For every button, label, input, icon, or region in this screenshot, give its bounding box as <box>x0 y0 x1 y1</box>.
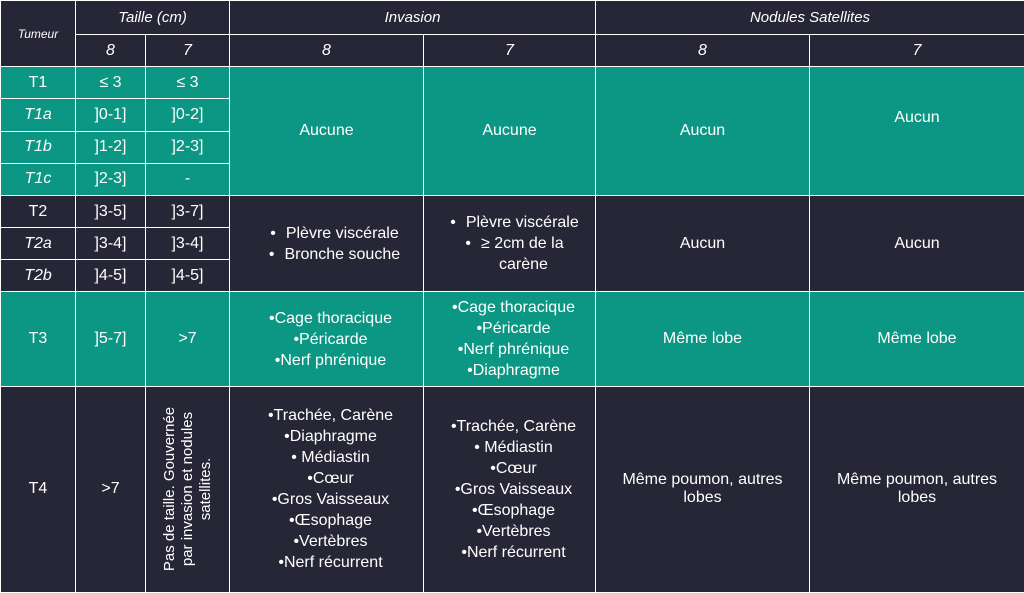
row-t3 <box>1 292 1024 386</box>
nod8-t2: Aucun <box>596 195 810 291</box>
inv7-t3 <box>424 292 596 386</box>
size8-t4: >7 <box>76 386 146 592</box>
list-item: •Gros Vaisseaux <box>454 480 573 498</box>
size7-t2: ]3-7] <box>146 195 230 227</box>
list-item: •Cage thoracique <box>451 299 575 317</box>
size7-t3: >7 <box>146 292 230 386</box>
size8-t3: ]5-7] <box>76 292 146 386</box>
stage-t4: T4 <box>1 386 76 592</box>
inv7-t2-list <box>432 212 595 275</box>
inv8-t2-list <box>238 223 423 265</box>
list-item: •Péricarde <box>476 320 551 338</box>
list-item: • Plèvre viscérale <box>458 212 589 233</box>
list-item: • ≥ 2cm de la carène <box>458 233 589 275</box>
list-item: •Péricarde <box>293 330 368 348</box>
inv8-t1: Aucune <box>230 67 424 196</box>
list-item: •Cœur <box>307 470 354 488</box>
size8-t1c: ]2-3] <box>76 163 146 195</box>
list-item: •Diaphragme <box>284 428 377 446</box>
list-item: •Diaphragme <box>467 362 560 380</box>
row-t1 <box>1 67 1024 99</box>
row-t2 <box>1 195 1024 227</box>
stage-t2a: T2a <box>1 228 76 260</box>
header-nodules: Nodules Satellites <box>596 1 1024 35</box>
nod7-t2: Aucun <box>810 195 1024 291</box>
list-item: •Gros Vaisseaux <box>271 491 390 509</box>
header-row <box>1 1 1024 35</box>
version-row <box>1 35 1024 67</box>
list-item: •Œsophage <box>289 512 372 530</box>
version-nodules-8: 8 <box>596 35 810 67</box>
nod8-t4: Même poumon, autres lobes <box>596 386 810 592</box>
header-invasion: Invasion <box>230 1 596 35</box>
size7-t4 <box>146 386 230 592</box>
inv7-t4 <box>424 386 596 592</box>
inv8-t4 <box>230 386 424 592</box>
inv7-t1: Aucune <box>424 67 596 196</box>
list-item: • Bronche souche <box>264 244 423 265</box>
list-item: •Nerf phrénique <box>457 341 570 359</box>
list-item: •Nerf récurrent <box>278 554 383 572</box>
size8-t2b: ]4-5] <box>76 260 146 292</box>
list-item: •Cage thoracique <box>268 309 392 327</box>
stage-t2b: T2b <box>1 260 76 292</box>
size8-t1a: ]0-1] <box>76 99 146 131</box>
stage-t2: T2 <box>1 195 76 227</box>
version-taille-7: 7 <box>146 35 230 67</box>
size8-t1b: ]1-2] <box>76 131 146 163</box>
inv7-t2 <box>424 195 596 291</box>
size8-t2a: ]3-4] <box>76 228 146 260</box>
size8-t1: ≤ 3 <box>76 67 146 99</box>
list-item: • Médiastin <box>291 449 370 467</box>
nod7-t1-text: Aucun <box>894 109 940 127</box>
list-item: •Œsophage <box>472 501 555 519</box>
size7-t1a: ]0-2] <box>146 99 230 131</box>
size7-t4-rotated-text: Pas de taille. Gouvernée par invasion et nodules satellites. <box>160 407 214 572</box>
list-item: •Nerf phrénique <box>274 351 387 369</box>
list-item: •Cœur <box>490 459 537 477</box>
size7-t1: ≤ 3 <box>146 67 230 99</box>
version-invasion-8: 8 <box>230 35 424 67</box>
nod8-t1: Aucun <box>596 67 810 196</box>
list-item: •Vertèbres <box>293 533 368 551</box>
list-item: • Médiastin <box>474 438 553 456</box>
nod7-t3: Même lobe <box>810 292 1024 386</box>
version-nodules-7: 7 <box>810 35 1024 67</box>
list-item: •Trachée, Carène <box>450 417 577 435</box>
nod7-t4: Même poumon, autres lobes <box>810 386 1024 592</box>
stage-t3: T3 <box>1 292 76 386</box>
list-item: • Plèvre viscérale <box>264 223 423 244</box>
inv8-t3 <box>230 292 424 386</box>
size7-t1b: ]2-3] <box>146 131 230 163</box>
list-item: •Vertèbres <box>476 522 551 540</box>
size7-t1c: - <box>146 163 230 195</box>
header-taille: Taille (cm) <box>76 1 230 35</box>
inv8-t2 <box>230 195 424 291</box>
stage-t1c: T1c <box>1 163 76 195</box>
list-item: •Trachée, Carène <box>267 407 394 425</box>
header-tumeur: Tumeur <box>1 1 76 67</box>
list-item: •Nerf récurrent <box>461 543 566 561</box>
row-t4 <box>1 386 1024 592</box>
nod7-t1 <box>810 67 1024 196</box>
size7-t2b: ]4-5] <box>146 260 230 292</box>
stage-t1a: T1a <box>1 99 76 131</box>
nod8-t3: Même lobe <box>596 292 810 386</box>
version-invasion-7: 7 <box>424 35 596 67</box>
size7-t2a: ]3-4] <box>146 228 230 260</box>
version-taille-8: 8 <box>76 35 146 67</box>
stage-t1: T1 <box>1 67 76 99</box>
size8-t2: ]3-5] <box>76 195 146 227</box>
stage-t1b: T1b <box>1 131 76 163</box>
